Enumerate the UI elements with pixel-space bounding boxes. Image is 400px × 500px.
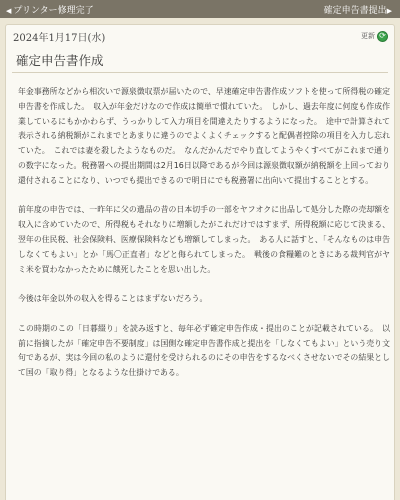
entry-title: 確定申告書作成 (12, 47, 388, 73)
entry-paragraph: 今後は年金以外の収入を得ることはまずないだろう。 (18, 294, 208, 304)
update-button[interactable] (361, 31, 388, 42)
right-arrow-icon: ▶ (386, 6, 392, 15)
entry-card (5, 24, 395, 500)
entry-date: 2024年1月17日(水) (13, 32, 106, 44)
prev-entry-label: プリンター修理完了 (13, 5, 94, 16)
update-label: 更新 (361, 32, 375, 40)
next-entry-link[interactable] (324, 3, 394, 16)
top-nav-bar (0, 0, 400, 18)
entry-body (18, 85, 390, 381)
next-entry-label: 確定申告書提出 (323, 5, 387, 16)
entry-header (6, 25, 394, 47)
entry-paragraph: 前年度の申告では、一昨年に父の遺品の昔の日本切手の一部をヤフオクに出品して処分した際の売却額を収入に含めていたので、所得税もそれなりに増額したがこれだけではすまず、所得税額に応じて決まる、翌年の住民税、社会保険料、医療保険料なども増額してしまった。 ある人に話すと、「そんなものは申告しなくてもよい」とか「馬〇正直者」などと侮られてしまった。 戦後の食糧難のときにある裁判官がヤミ米を買わなかったために餓死したことを思い出した。 (18, 205, 390, 274)
entry-paragraph: 年金事務所などから相次いで源泉徴収票が届いたので、早速確定申告書作成ソフトを使って所得税の確定申告書を作成した。 収入が年金だけなので作成は簡単で慣れていた。 しかし、過去年度に何度も作成作業しているにもかかわらず、うっかりして入力項目を間違えたりするようになった。 途中で計算されて表示される納税額がこれまでとあまりに違うのでよくよくチェックすると配偶者控除の項目を入力し忘れていた。 これでは妻を殺したようなものだ。 なんだかんだでやり直してようやくすべてがこれまで通りの数字になった。税務署への提出期間は2月16日以降であるが今回は源泉徴収額が納税額を上回っており還付されることになり、いつでも提出できるので明日にでも税務署に出向いて提出することとする。 (18, 87, 390, 185)
prev-entry-link[interactable] (6, 3, 94, 16)
left-arrow-icon: ◀ (6, 6, 12, 15)
refresh-icon: ⟳ (377, 31, 388, 42)
entry-paragraph: この時期のこの「日暮綴り」を読み返すと、毎年必ず確定申告作成・提出のことが記載されている。 以前に指摘したが「確定申告不要制度」は国側な確定申告書作成と提出を「しなくてもよい」という売り文句であるが、実は今回の私のように還付を受けられるのにその申告をするなべくさせないでその結果として国の「取り得」となるような仕掛けである。 (18, 323, 390, 378)
